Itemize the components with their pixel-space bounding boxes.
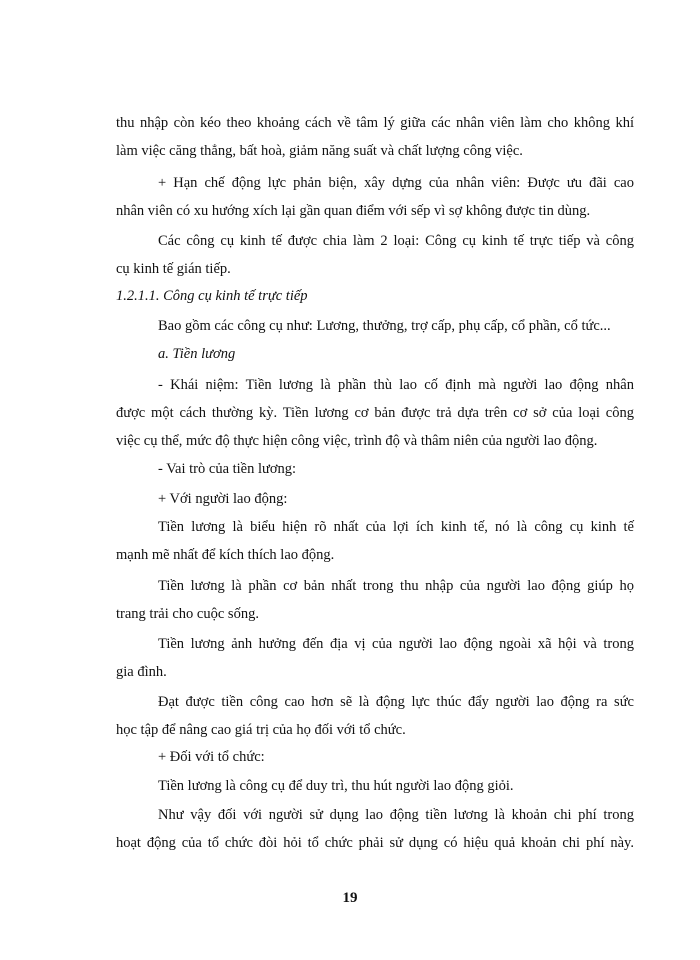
text-line: Tiền lương là công cụ để duy trì, thu hút người lao động giỏi. <box>158 778 514 794</box>
text-line: Đạt được tiền công cao hơn sẽ là động lực thúc đẩy người lao động ra sức <box>158 694 634 710</box>
text-line: 1.2.1.1. Công cụ kinh tế trực tiếp <box>116 288 308 304</box>
text-line: mạnh mẽ nhất để kích thích lao động. <box>116 547 335 563</box>
text-line: được một cách thường kỳ. Tiền lương cơ bản được trả dựa trên cơ sở của loại công <box>116 405 634 421</box>
paragraph-direct-tools-list <box>116 316 634 336</box>
text-line: Tiền lương ảnh hưởng đến địa vị của người lao động ngoài xã hội và trong <box>158 636 634 652</box>
text-line: Các công cụ kinh tế được chia làm 2 loại: Công cụ kinh tế trực tiếp và công <box>158 233 634 249</box>
text-line: + Hạn chế động lực phản biện, xây dựng của nhân viên: Được ưu đãi cao <box>158 175 634 191</box>
paragraph-salary-social-status <box>116 630 634 686</box>
text-line: gia đình. <box>116 664 167 680</box>
paragraph-economic-tool-types <box>116 227 634 283</box>
paragraph-salary-economic-benefit <box>116 513 634 569</box>
text-line: Tiền lương là biểu hiện rõ nhất của lợi ích kinh tế, nó là công cụ kinh tế <box>158 519 634 535</box>
paragraph-salary-cost <box>116 801 634 857</box>
paragraph-limit-critical-thinking <box>116 169 634 225</box>
text-line: cụ kinh tế gián tiếp. <box>116 261 231 277</box>
page-number: 19 <box>342 890 358 906</box>
paragraph-salary-role <box>116 459 634 479</box>
text-line: Bao gồm các công cụ như: Lương, thưởng, trợ cấp, phụ cấp, cổ phần, cổ tức... <box>158 318 611 334</box>
text-line: thu nhập còn kéo theo khoảng cách về tâm lý giữa các nhân viên làm cho không khí <box>116 115 634 131</box>
paragraph-salary-basic-income <box>116 572 634 628</box>
paragraph-salary-definition <box>116 371 634 455</box>
text-line: - Vai trò của tiền lương: <box>158 461 297 477</box>
text-line: nhân viên có xu hướng xích lại gần quan điểm với sếp vì sợ không được tin dùng. <box>116 203 591 219</box>
text-line: + Với người lao động: <box>158 491 288 507</box>
text-line: Tiền lương là phần cơ bản nhất trong thu nhập của người lao động giúp họ <box>158 578 634 594</box>
section-heading-direct-economic-tools <box>116 286 634 306</box>
text-line: trang trải cho cuộc sống. <box>116 606 259 622</box>
paragraph-higher-pay-motivation <box>116 688 634 744</box>
text-line: học tập để nâng cao giá trị của họ đối với tổ chức. <box>116 722 406 738</box>
subheading-salary <box>116 344 634 364</box>
text-line: hoạt động của tổ chức đòi hỏi tổ chức phải sử dụng có hiệu quả khoản chi phí này. <box>116 835 634 851</box>
paragraph-retain-talent <box>116 776 634 796</box>
paragraph-workplace-tension <box>116 109 634 165</box>
paragraph-for-workers <box>116 489 634 509</box>
paragraph-for-organization <box>116 747 634 767</box>
text-line: - Khái niệm: Tiền lương là phần thù lao cố định mà người lao động nhân <box>158 377 634 393</box>
text-line: a. Tiền lương <box>158 346 236 362</box>
text-line: làm việc căng thẳng, bất hoà, giảm năng suất và chất lượng công việc. <box>116 143 523 159</box>
text-line: + Đối với tổ chức: <box>158 749 265 765</box>
text-line: Như vậy đối với người sử dụng lao động tiền lương là khoản chi phí trong <box>158 807 634 823</box>
text-line: việc cụ thể, mức độ thực hiện công việc, trình độ và thâm niên của người lao động. <box>116 433 598 449</box>
